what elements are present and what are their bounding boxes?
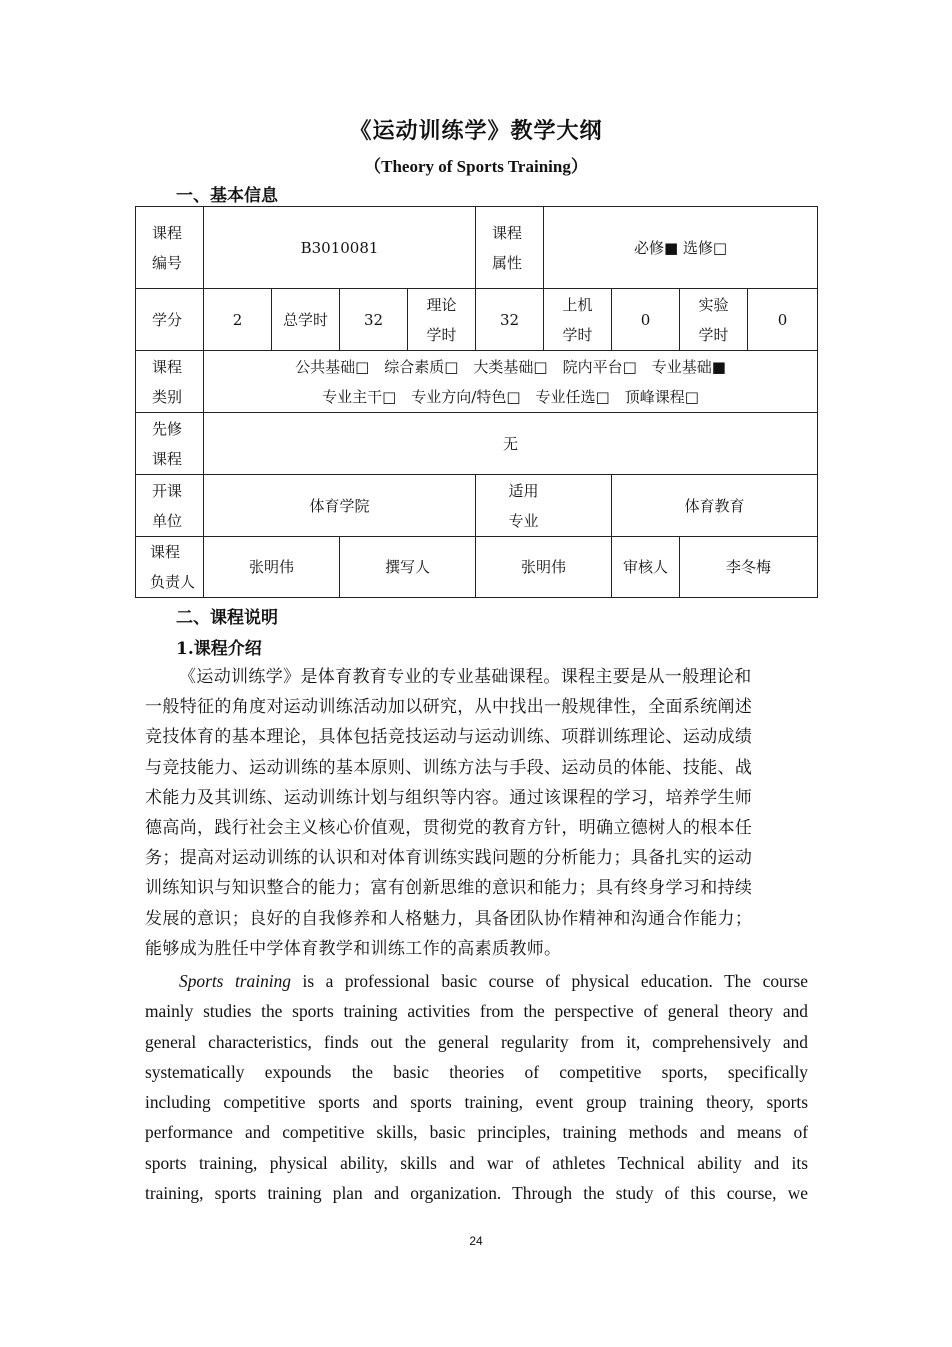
- course-attribute-value: 必修■ 选修□: [544, 207, 818, 289]
- english-line: systematically expounds the basic theories of competitive sports, specifically: [145, 1061, 808, 1082]
- subsection-heading-course-intro: 1.课程介绍: [176, 639, 262, 659]
- document-title: 《运动训练学》教学大纲: [349, 118, 603, 144]
- chinese-line: 训练知识与知识整合的能力；富有创新思维的意识和能力；具有终身学习和持续: [145, 878, 753, 899]
- course-code-value: B3010081: [204, 207, 476, 289]
- course-intro-english: [145, 966, 808, 1208]
- chinese-line: 德高尚，践行社会主义核心价值观，贯彻党的教育方针，明确立德树人的根本任: [145, 817, 753, 838]
- chinese-line: 术能力及其训练、运动训练计划与组织等内容。通过该课程的学习，培养学生师: [145, 787, 753, 808]
- applicable-major-value: 体育教育: [612, 475, 818, 537]
- reviewer-value: 李冬梅: [680, 537, 818, 598]
- table-row-course-code: [136, 207, 818, 289]
- reviewer-label: 审核人: [612, 537, 680, 598]
- section-heading-basic-info: 一、基本信息: [176, 186, 278, 206]
- lab-hours-value: 0: [748, 289, 818, 351]
- english-line: including competitive sports and sports training, event group training theory, sports: [145, 1092, 808, 1113]
- english-line: mainly studies the sports training activities from the perspective of general theory and: [145, 1001, 808, 1022]
- chinese-line: 能够成为胜任中学体育教学和训练工作的高素质教师。: [145, 938, 562, 959]
- english-line: Sports training is a professional basic course of physical education. The course: [179, 971, 808, 991]
- total-hours-label: 总学时: [272, 289, 340, 351]
- english-line: performance and competitive skills, basic principles, training methods and means of: [145, 1122, 808, 1143]
- theory-hours-label: 理论 学时: [408, 289, 476, 351]
- course-code-label: 课程 编号: [136, 207, 204, 289]
- writer-value: 张明伟: [476, 537, 612, 598]
- theory-hours-value: 32: [476, 289, 544, 351]
- prerequisite-label: 先修 课程: [136, 413, 204, 475]
- table-row-prerequisite: [136, 413, 818, 475]
- course-intro-chinese: [145, 662, 808, 964]
- chinese-line: 《运动训练学》是体育教育专业的专业基础课程。课程主要是从一般理论和: [179, 667, 752, 687]
- basic-info-table: [135, 206, 818, 598]
- chinese-line: 一般特征的角度对运动训练活动加以研究，从中找出一般规律性，全面系统阐述: [145, 697, 753, 718]
- course-category-label: 课程 类别: [136, 351, 204, 413]
- course-category-line-2: 专业主干□ 专业方向/特色□ 专业任选□ 顶峰课程□: [322, 387, 699, 406]
- english-line: general characteristics, finds out the general regularity from it, comprehensively and: [145, 1031, 808, 1052]
- course-name-italic: Sports training: [179, 971, 292, 991]
- chinese-line: 务；提高对运动训练的认识和对体育训练实践问题的分析能力；具备扎实的运动: [145, 848, 753, 869]
- chinese-line: 竞技体育的基本理论，具体包括竞技运动与运动训练、项群训练理论、运动成绩: [145, 727, 753, 748]
- total-hours-value: 32: [340, 289, 408, 351]
- writer-label: 撰写人: [340, 537, 476, 598]
- chinese-line: 与竞技能力、运动训练的基本原则、训练方法与手段、运动员的体能、技能、战: [145, 757, 753, 778]
- computer-hours-label: 上机 学时: [544, 289, 612, 351]
- applicable-major-label: 适用 专业: [476, 475, 612, 537]
- course-category-value: [204, 351, 818, 413]
- prerequisite-value: 无: [204, 413, 818, 475]
- offering-unit-label: 开课 单位: [136, 475, 204, 537]
- english-line: training, sports training plan and organization. Through the study of this course, we: [145, 1183, 808, 1204]
- course-leader-label: 课程 负责人: [136, 537, 204, 598]
- table-row-unit: [136, 475, 818, 537]
- course-leader-value: 张明伟: [204, 537, 340, 598]
- lab-hours-label: 实验 学时: [680, 289, 748, 351]
- chinese-line: 发展的意识；良好的自我修养和人格魅力，具备团队协作精神和沟通合作能力；: [145, 908, 753, 929]
- page-number: 24: [469, 1234, 483, 1248]
- table-row-staff: [136, 537, 818, 598]
- computer-hours-value: 0: [612, 289, 680, 351]
- section-heading-course-description: 二、课程说明: [176, 608, 278, 628]
- course-category-line-1: 公共基础□ 综合素质□ 大类基础□ 院内平台□ 专业基础■: [295, 357, 726, 376]
- table-row-hours: [136, 289, 818, 351]
- credit-label: 学分: [136, 289, 204, 351]
- english-line: sports training, physical ability, skills and war of athletes Technical ability and its: [145, 1152, 808, 1173]
- credit-value: 2: [204, 289, 272, 351]
- course-attribute-label: 课程 属性: [476, 207, 544, 289]
- table-row-category: [136, 351, 818, 413]
- document-subtitle: （Theory of Sports Training）: [364, 157, 588, 176]
- offering-unit-value: 体育学院: [204, 475, 476, 537]
